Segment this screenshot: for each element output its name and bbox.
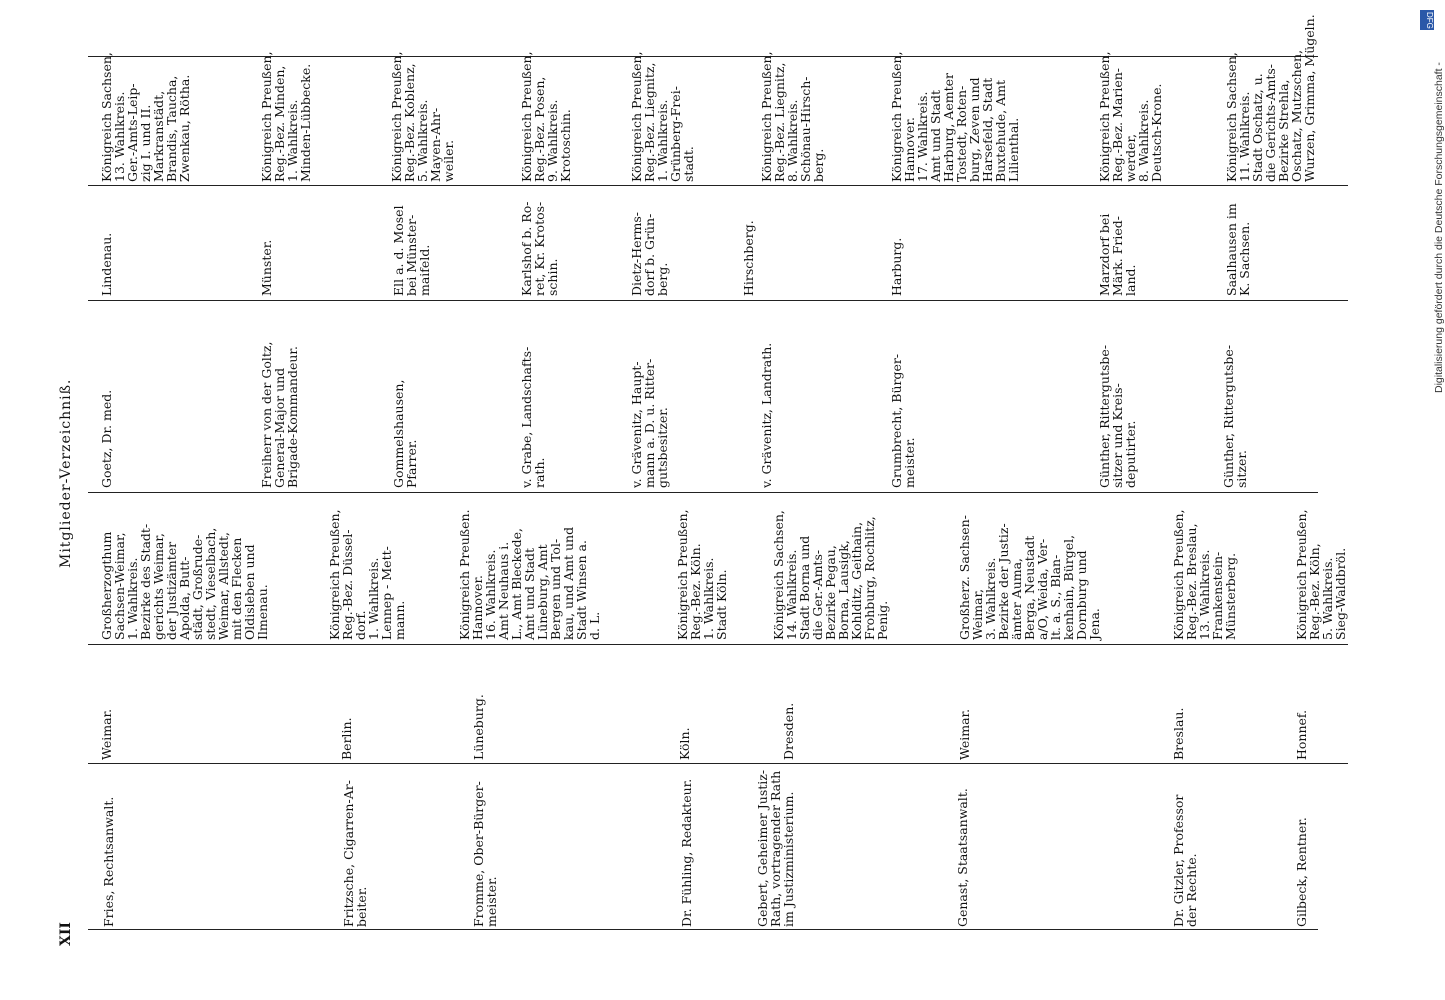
member-residence: Hirschberg.	[741, 220, 756, 296]
member-name: Grumbrecht, Bürger- meister.	[889, 353, 917, 488]
member-name: Günther, Rittergutsbe- sitzer und Kreis- deputirter.	[1097, 344, 1138, 488]
member-residence: Dietz-Herms- dorf b. Grün- berg.	[629, 211, 670, 296]
member-district: Königreich Preußen, Reg.-Bez. Liegnitz, 8. Wahlkreis. Schönau-Hirsch- berg.	[759, 51, 826, 182]
member-name: v. Grabe, Landschafts- rath.	[519, 346, 547, 488]
member-name: Gilbeck, Rentner.	[1294, 817, 1309, 927]
member-district: Großherz. Sachsen- Weimar, 3. Wahlkreis. Bezirke der Justiz- ämter Auma, Berga, Neustadt a/O, Weida, Ver- lt. a. S., Blan- kenhain, Bürgel, Dornburg und Jena.	[957, 515, 1102, 640]
middle-rule	[88, 492, 1318, 493]
member-name: Dr. Fühling, Redakteur.	[679, 778, 694, 927]
member-name: Günther, Rittergutsbe- sitzer.	[1221, 344, 1249, 488]
member-district: Königreich Sachsen, 14. Wahlkreis. Stadt Borna und die Ger.-Amts- Bezirke Pegau, Borna, Lausigk, Kohlditz, Geithain, Frohburg, Rochlitz, Penig.	[771, 510, 890, 640]
page-number: XII	[58, 922, 74, 946]
member-district: Königreich Preußen, Reg.-Bez. Koblenz, 5. Wahlkreis. Mayen-Ahr- weiler.	[389, 51, 456, 182]
member-residence: Ell a. d. Mosel bei Münster- maifeld.	[391, 205, 432, 296]
member-residence: Harburg.	[889, 237, 904, 296]
member-district: Königreich Preußen, Reg.-Bez. Breslau, 13. Wahlkreis. Frankenstein- Münsterberg.	[1171, 509, 1238, 640]
page-heading: Mitglieder-Verzeichniß.	[58, 378, 74, 568]
member-residence: Köln.	[677, 727, 692, 760]
dfg-logo: DFG	[1420, 10, 1434, 30]
member-residence: Honnef.	[1294, 709, 1309, 760]
member-district: Königreich Preußen, Hannover. 17. Wahlkreis. Amt und Stadt Harburg, Aemter Tostedt, Roten- burg, Zeven und Harsefeld, Stadt Buxtehude, Amt Lilienthal.	[889, 51, 1021, 182]
member-residence: Münster.	[259, 239, 274, 296]
member-name: v. Grävenitz, Haupt- mann a. D. u. Ritter- gutsbesitzer.	[629, 358, 670, 488]
member-name: Gommelshausen, Pfarrer.	[391, 379, 419, 488]
member-residence: Lüneburg.	[471, 694, 486, 760]
member-district: Königreich Preußen, Reg.-Bez. Liegnitz, 1. Wahlkreis. Grünberg-Frei- stadt.	[629, 51, 696, 182]
column-rule	[88, 300, 1348, 301]
member-residence: Weimar.	[957, 708, 972, 760]
member-district: Königreich Preußen, Reg.-Bez. Köln, 5. Wahlkreis. Sieg-Waldbröl.	[1294, 509, 1348, 640]
member-name: v. Grävenitz, Landrath.	[759, 342, 774, 488]
column-rule	[88, 763, 1348, 764]
member-residence: Breslau.	[1171, 707, 1186, 760]
member-residence: Berlin.	[339, 717, 354, 760]
member-name: Genast, Staatsanwalt.	[955, 788, 970, 927]
member-residence: Marzdorf bei Märk. Fried- land.	[1097, 213, 1138, 296]
member-residence: Saalhausen im K. Sachsen.	[1224, 203, 1252, 296]
member-residence: Karlshof b. Ro- ret, Kr. Krotos- schin.	[519, 201, 560, 296]
member-district: Königreich Sachsen, 13. Wahlkreis. Ger.-Amts-Leip- zig I. und II. Markranstädt, Brandis, Taucha, Zwenkau, Rötha.	[99, 52, 192, 182]
member-name: Fritzsche, Cigarren-Ar- beiter.	[341, 780, 369, 927]
member-name: Goetz, Dr. med.	[99, 389, 114, 488]
member-district: Königreich Sachsen, 11. Wahlkreis. Stadt Oschatz, u. die Gerichts-Amts- Bezirke Strehla, Oschatz, Mutzschen, Wurzen, Grimma, Mügeln.	[1224, 14, 1317, 182]
member-district: Königreich Preußen, Reg.-Bez. Posen, 9. Wahlkreis. Krotoschin.	[519, 51, 573, 182]
member-name: Fries, Rechtsanwalt.	[101, 796, 116, 927]
member-name: Freiherr von der Goltz, General-Major und Brigade-Kommandeur.	[259, 341, 300, 488]
member-district: Königreich Preußen, Reg.-Bez. Minden, 1. Wahlkreis. Minden-Lübbecke.	[259, 51, 313, 182]
bottom-rule	[88, 929, 1318, 930]
member-district: Königreich Preußen, Reg.-Bez. Köln. 1. Wahlkreis. Stadt Köln.	[675, 509, 729, 640]
member-residence: Dresden.	[781, 702, 796, 760]
column-rule	[88, 644, 1348, 645]
digitization-credit: Digitalisierung gefördert durch die Deutsche Forschungsgemeinschaft -	[1433, 62, 1445, 393]
member-district: Königreich Preußen. Hannover. 16. Wahlkreis. Amt Neuhaus i. L., Amt Bleckede, Amt und Stadt Lüneburg, Amt Bergen und Tol- kau, und Amt und Stadt Winsen a. d. L.	[457, 509, 602, 640]
member-district: Königreich Preußen, Reg.-Bez. Marien- werder, 8. Wahlkreis. Deutsch-Krone.	[1097, 51, 1164, 182]
member-residence: Lindenau.	[99, 232, 114, 296]
member-name: Fromme, Ober-Bürger- meister.	[471, 781, 499, 927]
member-residence: Weimar.	[99, 708, 114, 760]
column-rule	[88, 185, 1348, 186]
member-name: Gebert, Geheimer Justiz- Rath, vortragender Rath im Justizministerium.	[755, 769, 796, 927]
member-district: Königreich Preußen, Reg.-Bez. Düssel- dorf. 1. Wahlkreis. Lennep - Mett- mann.	[327, 509, 407, 640]
member-district: Großherzogthum Sachsen-Weimar, 1. Wahlkreis. Bezirke des Stadt- gerichts Weimar, der Justizämter Apolda, Butt- städt, Großrude- stedt, Vieselbach, Weimar, Allstedt, mit den Flecken Oldisleben und Ilmenau.	[99, 523, 270, 640]
member-name: Dr. Gitzler, Professor der Rechte.	[1171, 794, 1199, 927]
